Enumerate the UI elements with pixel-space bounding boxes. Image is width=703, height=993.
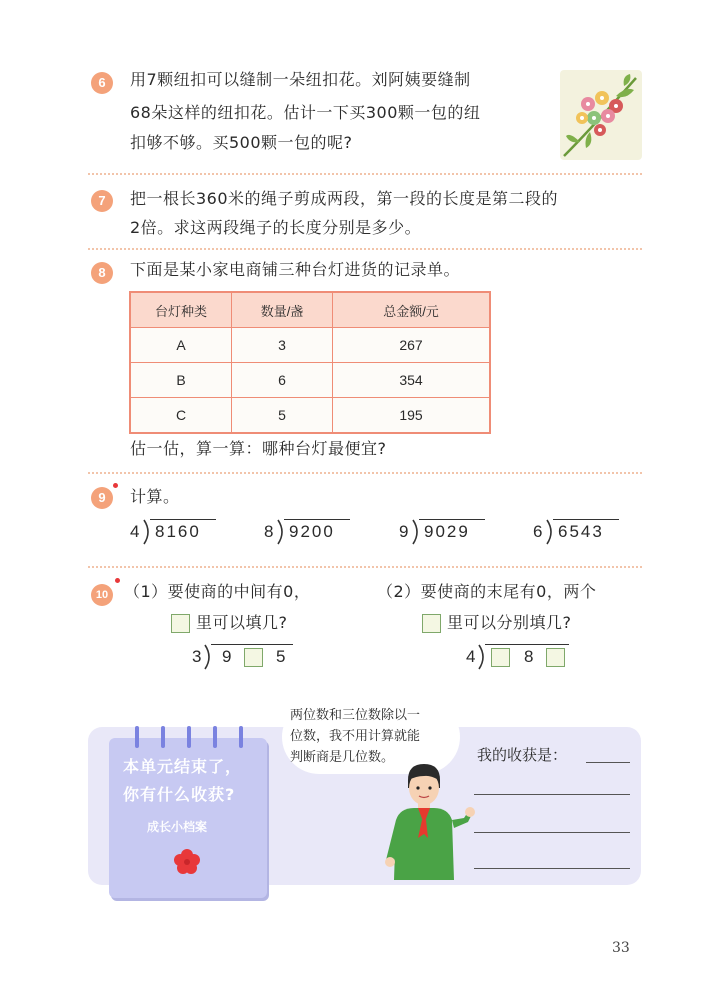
flower-icon (173, 848, 201, 876)
division-bracket-icon (142, 519, 154, 545)
table-cell: 3 (232, 328, 333, 363)
problem-7-line-2: 2倍。求这两段绳子的长度分别是多少。 (130, 218, 422, 237)
dividend: 8160 (155, 522, 201, 541)
divisor: 4 (130, 522, 142, 541)
division-bracket-icon (203, 644, 215, 670)
division-bracket-icon (545, 519, 557, 545)
star-icon (113, 483, 118, 488)
table-row (130, 398, 490, 434)
problem-6-line-2: 68朵这样的纽扣花。估计一下买300颗一包的纽 (130, 103, 481, 122)
student-boy-illustration (378, 762, 478, 886)
divider-2 (88, 248, 642, 250)
dividend: 6543 (558, 522, 604, 541)
divider-1 (88, 173, 642, 175)
problem-7-line-1: 把一根长360米的绳子剪成两段，第一段的长度是第二段的 (130, 189, 559, 208)
card-title-line-2: 你有什么收获? (123, 785, 236, 804)
table-cell: 354 (333, 363, 491, 398)
writing-line[interactable] (474, 868, 630, 869)
table-header-total: 总金额/元 (333, 292, 491, 328)
answer-box[interactable] (171, 614, 190, 633)
problem-8-question: 估一估，算一算：哪种台灯最便宜? (130, 439, 387, 458)
problem-number-6: 6 (91, 72, 113, 94)
growth-record-card (109, 738, 267, 898)
problem-9-title: 计算。 (130, 487, 180, 506)
problem-6-line-3: 扣够不够。买500颗一包的呢? (130, 133, 353, 152)
bubble-text-line-2: 位数，我不用计算就能 (290, 729, 421, 744)
table-header-type: 台灯种类 (130, 292, 232, 328)
problem-10-part-1-line-2: 里可以填几? (196, 613, 288, 632)
table-header-row (130, 292, 490, 328)
dividend-digit-1: 9 (222, 647, 234, 666)
table-row (130, 363, 490, 398)
table-cell: 5 (232, 398, 333, 434)
problem-8-intro: 下面是某小家电商铺三种台灯进货的记录单。 (130, 260, 461, 279)
answer-box[interactable] (546, 648, 565, 667)
writing-line[interactable] (474, 832, 630, 833)
division-bracket-icon (276, 519, 288, 545)
star-icon (115, 578, 120, 583)
problem-number-9: 9 (91, 487, 113, 509)
divisor: 4 (466, 647, 478, 666)
problem-6-line-1: 用7颗纽扣可以缝制一朵纽扣花。刘阿姨要缝制 (130, 70, 471, 89)
card-title-line-1: 本单元结束了， (123, 757, 243, 776)
table-cell: C (130, 398, 232, 434)
division-bracket-icon (477, 644, 489, 670)
answer-box[interactable] (422, 614, 441, 633)
bubble-text-line-3: 判断商是几位数。 (290, 750, 395, 765)
answer-box[interactable] (244, 648, 263, 667)
table-cell: 195 (333, 398, 491, 434)
dividend-digit-3: 5 (276, 647, 288, 666)
division-expression-1 (130, 522, 220, 546)
division-expression-3 (399, 522, 489, 546)
division-expression-2 (264, 522, 354, 546)
table-header-quantity: 数量/盏 (232, 292, 333, 328)
answer-box[interactable] (491, 648, 510, 667)
divisor: 9 (399, 522, 411, 541)
dividend: 9029 (424, 522, 470, 541)
division-bracket-icon (411, 519, 423, 545)
divider-4 (88, 566, 642, 568)
problem-10-part-2-line-2: 里可以分别填几? (447, 613, 572, 632)
problem-10-part-1-line-1: （1）要使商的中间有0， (124, 582, 311, 601)
divisor: 3 (192, 647, 204, 666)
lamp-record-table (129, 291, 491, 434)
writing-line[interactable] (474, 794, 630, 795)
page-number: 33 (612, 940, 630, 956)
table-row (130, 328, 490, 363)
division-expression-4 (533, 522, 623, 546)
divisor: 6 (533, 522, 545, 541)
divisor: 8 (264, 522, 276, 541)
problem-10-part-2-line-1: （2）要使商的末尾有0，两个 (377, 582, 597, 601)
problem-number-7: 7 (91, 190, 113, 212)
table-cell: 267 (333, 328, 491, 363)
divider-3 (88, 472, 642, 474)
problem-10-part-1-division (192, 647, 302, 671)
harvest-label: 我的收获是： (477, 746, 568, 764)
problem-10-part-2-division (466, 647, 576, 671)
table-cell: B (130, 363, 232, 398)
card-subtitle: 成长小档案 (147, 820, 208, 834)
problem-number-10: 10 (91, 584, 113, 606)
button-flowers-illustration (560, 70, 642, 160)
problem-number-8: 8 (91, 262, 113, 284)
bubble-text-line-1: 两位数和三位数除以一 (290, 708, 421, 723)
table-cell: 6 (232, 363, 333, 398)
dividend-digit-2: 8 (524, 647, 536, 666)
table-cell: A (130, 328, 232, 363)
writing-line[interactable] (586, 762, 630, 763)
dividend: 9200 (289, 522, 335, 541)
